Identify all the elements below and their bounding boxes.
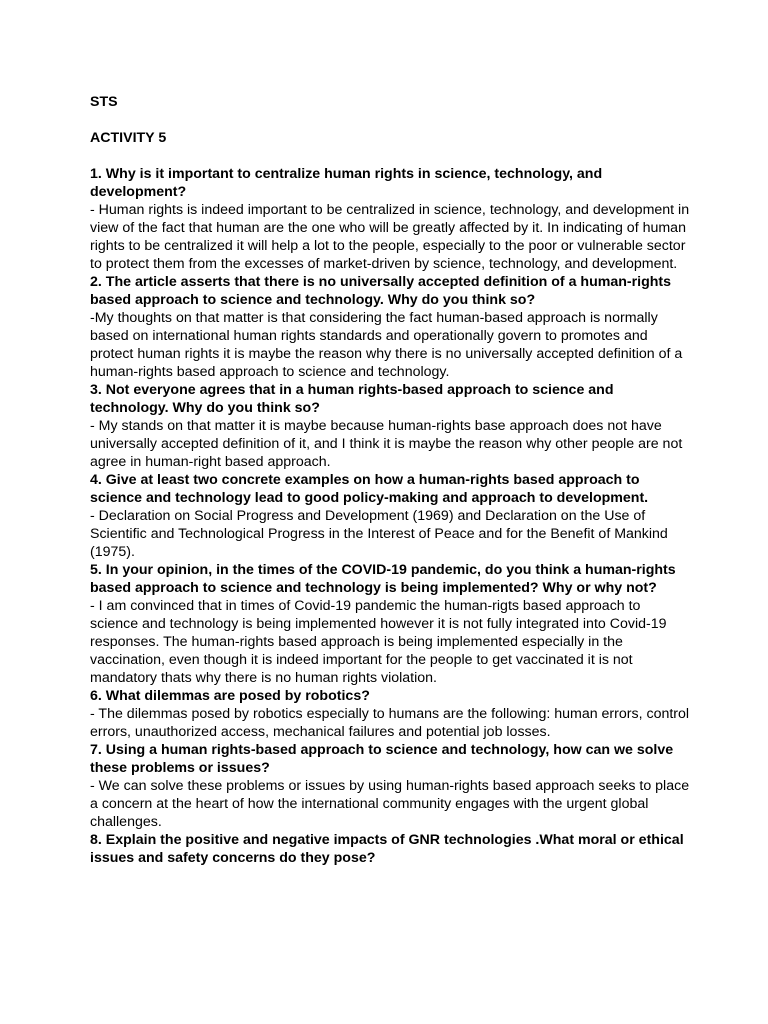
qa-item-1 <box>90 165 690 273</box>
question-5: 5. In your opinion, in the times of the COVID-19 pandemic, do you think a human-rights based approach to science and technology is being implemented? Why or why not? <box>90 562 676 596</box>
answer-1: - Human rights is indeed important to be centralized in science, technology, and development in view of the fact that human are the one who will be greatly affected by it. In indicating of human rights to be centralized it will help a lot to the people, especially to the poor or vulnerable sector to protect them from the excesses of market-driven by science, technology, and development. <box>90 202 690 272</box>
activity-heading: ACTIVITY 5 <box>90 130 167 146</box>
answer-3: - My stands on that matter it is maybe because human-rights base approach does not have universally accepted definition of it, and I think it is maybe the reason why other people are not agree in human-right based approach. <box>90 418 683 470</box>
answer-7: - We can solve these problems or issues by using human-rights based approach seeks to place a concern at the heart of how the international community engages with the urgent global challenges. <box>90 778 690 830</box>
qa-item-3 <box>90 381 690 471</box>
answer-4: - Declaration on Social Progress and Development (1969) and Declaration on the Use of Scientific and Technological Progress in the Interest of Peace and for the Benefit of Mankind (1975). <box>90 508 668 560</box>
qa-item-2 <box>90 273 690 381</box>
answer-2: -My thoughts on that matter is that considering the fact human-based approach is normally based on international human rights standards and operationally govern to promotes and protect human rights it is maybe the reason why there is no universally accepted definition of a human-rights based approach to science and technology. <box>90 310 683 380</box>
document-content <box>90 93 690 867</box>
qa-item-7 <box>90 741 690 831</box>
qa-item-4 <box>90 471 690 561</box>
qa-item-8 <box>90 831 690 867</box>
qa-item-6 <box>90 687 690 741</box>
answer-6: - The dilemmas posed by robotics especially to humans are the following: human errors, control errors, unauthorized access, mechanical failures and potential job losses. <box>90 706 690 740</box>
question-1: 1. Why is it important to centralize human rights in science, technology, and development? <box>90 166 603 200</box>
question-8: 8. Explain the positive and negative impacts of GNR technologies .What moral or ethical issues and safety concerns do they pose? <box>90 832 684 866</box>
answer-5: - I am convinced that in times of Covid-19 pandemic the human-rigts based approach to science and technology is being implemented however it is not fully integrated into Covid-19 responses. The human-rights based approach is being implemented especially in the vaccination, even though it is indeed important for the people to get vaccinated it is not mandatory thats why there is no human rights violation. <box>90 598 667 686</box>
question-2: 2. The article asserts that there is no universally accepted definition of a human-rights based approach to science and technology. Why do you think so? <box>90 274 672 308</box>
qa-item-5 <box>90 561 690 687</box>
question-3: 3. Not everyone agrees that in a human rights-based approach to science and technology. Why do you think so? <box>90 382 614 416</box>
question-6: 6. What dilemmas are posed by robotics? <box>90 688 370 704</box>
question-7: 7. Using a human rights-based approach to science and technology, how can we solve these problems or issues? <box>90 742 674 776</box>
question-4: 4. Give at least two concrete examples on how a human-rights based approach to science and technology lead to good policy-making and approach to development. <box>90 472 649 506</box>
document-title: STS <box>90 94 118 110</box>
